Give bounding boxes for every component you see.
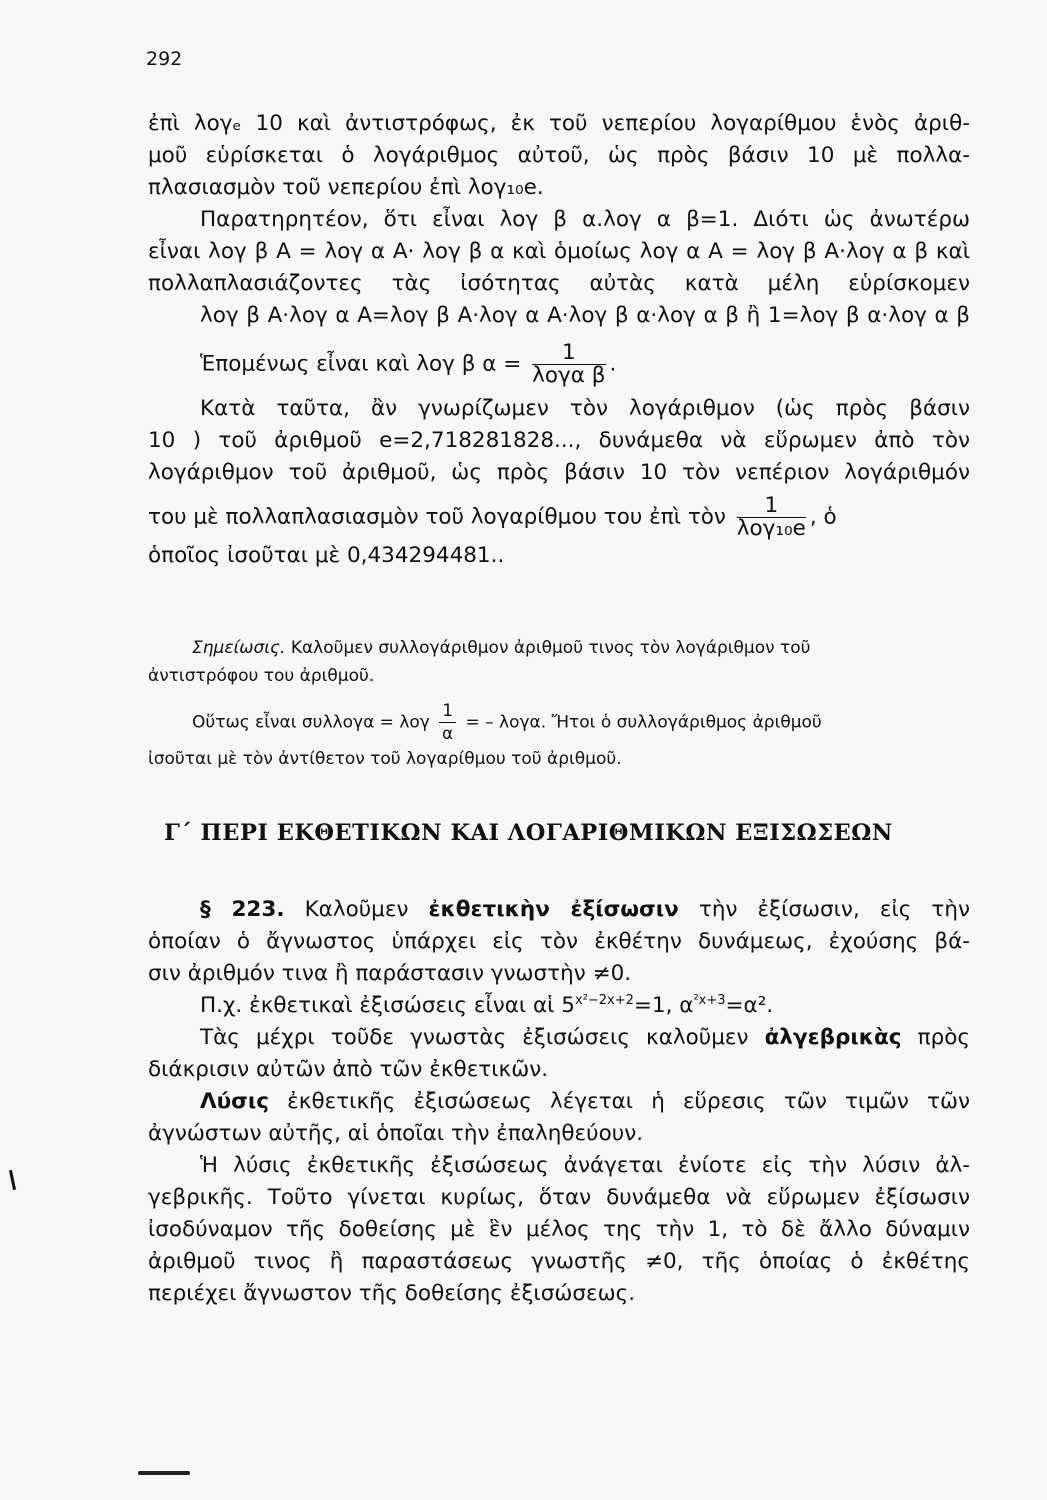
fraction-numerator: 1	[439, 700, 456, 723]
text-line: ἀγνώστων αὐτῆς, αἱ ὁποῖαι τὴν ἐπαληθεύουν.	[148, 1121, 644, 1146]
text-line: ἰσοδύναμον τῆς δοθείσης μὲ ἓν μέλος της τὴν 1, τὸ δὲ ἄλλο δύναμιν	[148, 1217, 970, 1242]
note-equation	[148, 700, 970, 745]
text-line: ὁποίαν ὁ ἄγνωστος ὑπάρχει εἰς τὸν ἐκθέτην δυνάμεως, ἐχούσης βά-	[148, 929, 970, 954]
text-segment: ἐκθετικῆς ἐξισώσεως λέγεται ἡ εὕρεσις τῶν τιμῶν τῶν	[287, 1089, 970, 1114]
text-line	[148, 1086, 970, 1118]
fraction	[439, 700, 456, 745]
text-line: διάκρισιν αὐτῶν ἀπὸ τῶν ἐκθετικῶν.	[148, 1057, 549, 1082]
note-text: Καλοῦμεν συλλογάριθμον ἀριθμοῦ τινος τὸν λογάριθμον τοῦ	[290, 638, 811, 658]
note-block	[148, 634, 970, 773]
equation-text: Ἑπομένως εἶναι καὶ λογ β α =	[200, 351, 522, 377]
page-number: 292	[146, 48, 183, 70]
paragraph-number: § 223.	[200, 897, 285, 922]
text-line: γεβρικῆς. Τοῦτο γίνεται κυρίως, ὅταν δυνάμεθα νὰ εὕρωμεν ἐξίσωσιν	[148, 1185, 970, 1210]
fraction	[737, 495, 806, 540]
text-segment: πρὸς	[917, 1025, 971, 1050]
text-line: ὁποῖος ἰσοῦται μὲ 0,434294481..	[148, 543, 505, 568]
equation-text: , ὁ	[809, 504, 837, 530]
text-segment: =1, α	[633, 993, 694, 1018]
text-line: σιν ἀριθμόν τινα ἢ παράστασιν γνωστὴν ≠0.	[148, 961, 632, 986]
fraction-denominator: λογ₁₀e	[736, 516, 806, 541]
defined-term: ἀλγεβρικὰς	[764, 1025, 902, 1050]
note-line: ἰσοῦται μὲ τὸν ἀντίθετον τοῦ λογαρίθμου τοῦ ἀριθμοῦ.	[148, 749, 622, 769]
text-segment: =α².	[725, 993, 774, 1018]
note-text: = – λογα. Ἤτοι ὁ συλλογάριθμος ἀριθμοῦ	[465, 712, 822, 733]
text-line: λογάριθμον τοῦ ἀριθμοῦ, ὡς πρὸς βάσιν 10 τὸν νεπέριον λογάριθμόν	[148, 460, 970, 485]
text-segment: τὴν ἐξίσωσιν, εἰς τὴν	[698, 897, 970, 922]
fraction	[532, 342, 605, 387]
text-line: εἶναι λογ β A = λογ α A· λογ β α καὶ ὁμοίως λογ α A = λογ β A·λογ α β καὶ	[148, 239, 970, 264]
fraction-denominator: α	[442, 724, 454, 744]
text-line: Παρατηρητέον, ὅτι εἶναι λογ β α.λογ α β=1. Διότι ὡς ἀνωτέρω	[200, 207, 970, 232]
note-line	[148, 634, 970, 662]
equation-line: λογ β A·λογ α A=λογ β A·λογ α A·λογ β α·λογ α β ἢ 1=λογ β α·λογ α β	[200, 303, 970, 328]
text-segment: Π.χ. ἐκθετικαὶ ἐξισώσεις εἶναι αἱ 5	[200, 993, 575, 1018]
text-line: Κατὰ ταῦτα, ἂν γνωρίζωμεν τὸν λογάριθμον (ὡς πρὸς βάσιν	[200, 396, 970, 421]
section-heading: Γ΄ ΠΕΡΙ ΕΚΘΕΤΙΚΩΝ ΚΑΙ ΛΟΓΑΡΙΘΜΙΚΩΝ ΕΞΙΣΩΣΕΩΝ	[164, 820, 893, 846]
margin-mark	[9, 1170, 16, 1190]
equation-text: του μὲ πολλαπλασιασμὸν τοῦ λογαρίθμου του ἐπὶ τὸν	[148, 504, 726, 530]
equation-line	[148, 990, 970, 1022]
text-segment: Καλοῦμεν	[304, 897, 409, 922]
text-line: πολλαπλασιάζοντες τὰς ἰσότητας αὐτὰς κατὰ μέλη εὑρίσκομεν	[148, 271, 970, 296]
defined-term: Λύσις	[200, 1089, 270, 1114]
fraction-numerator: 1	[737, 495, 806, 518]
section-text	[148, 894, 970, 1310]
text-line: ἐπὶ λογₑ 10 καὶ ἀντιστρόφως, ἐκ τοῦ νεπερίου λογαρίθμου ἑνὸς ἀριθ-	[148, 111, 970, 136]
exponent: ²x+3	[693, 992, 726, 1008]
text-line: μοῦ εὑρίσκεται ὁ λογάριθμος αὐτοῦ, ὡς πρὸς βάσιν 10 μὲ πολλα-	[148, 143, 970, 168]
note-line: ἀντιστρόφου του ἀριθμοῦ.	[148, 666, 375, 686]
exponent: x²−2x+2	[574, 992, 634, 1008]
equation-line	[148, 342, 970, 387]
text-line	[148, 894, 970, 926]
text-line: περιέχει ἄγνωστον τῆς δοθείσης ἐξισώσεως.	[148, 1281, 636, 1306]
defined-term: ἐκθετικὴν ἐξίσωσιν	[428, 897, 679, 922]
text-line: πλασιασμὸν τοῦ νεπερίου ἐπὶ λογ₁₀e.	[148, 175, 544, 200]
text-line: ἀριθμοῦ τινος ἢ παραστάσεως γνωστῆς ≠0, τῆς ὁποίας ὁ ἐκθέτης	[148, 1249, 970, 1274]
note-label: Σημείωσις.	[192, 638, 286, 658]
equation-line	[148, 495, 970, 540]
fraction-numerator: 1	[532, 342, 605, 365]
text-line	[148, 1022, 970, 1054]
note-text: Οὕτως εἶναι συλλογα = λογ	[192, 712, 430, 733]
ink-smudge	[138, 1471, 190, 1475]
equation-text: .	[609, 351, 617, 377]
text-line: Ἡ λύσις ἐκθετικῆς ἐξισώσεως ἀνάγεται ἐνίοτε εἰς τὴν λύσιν ἀλ-	[200, 1153, 970, 1178]
text-segment: Τὰς μέχρι τοῦδε γνωστὰς ἐξισώσεις καλοῦμεν	[200, 1025, 749, 1050]
fraction-denominator: λογα β	[532, 363, 606, 388]
text-line: 10 ) τοῦ ἀριθμοῦ e=2,718281828..., δυνάμεθα νὰ εὕρωμεν ἀπὸ τὸν	[148, 428, 970, 453]
intro-text	[148, 108, 970, 572]
